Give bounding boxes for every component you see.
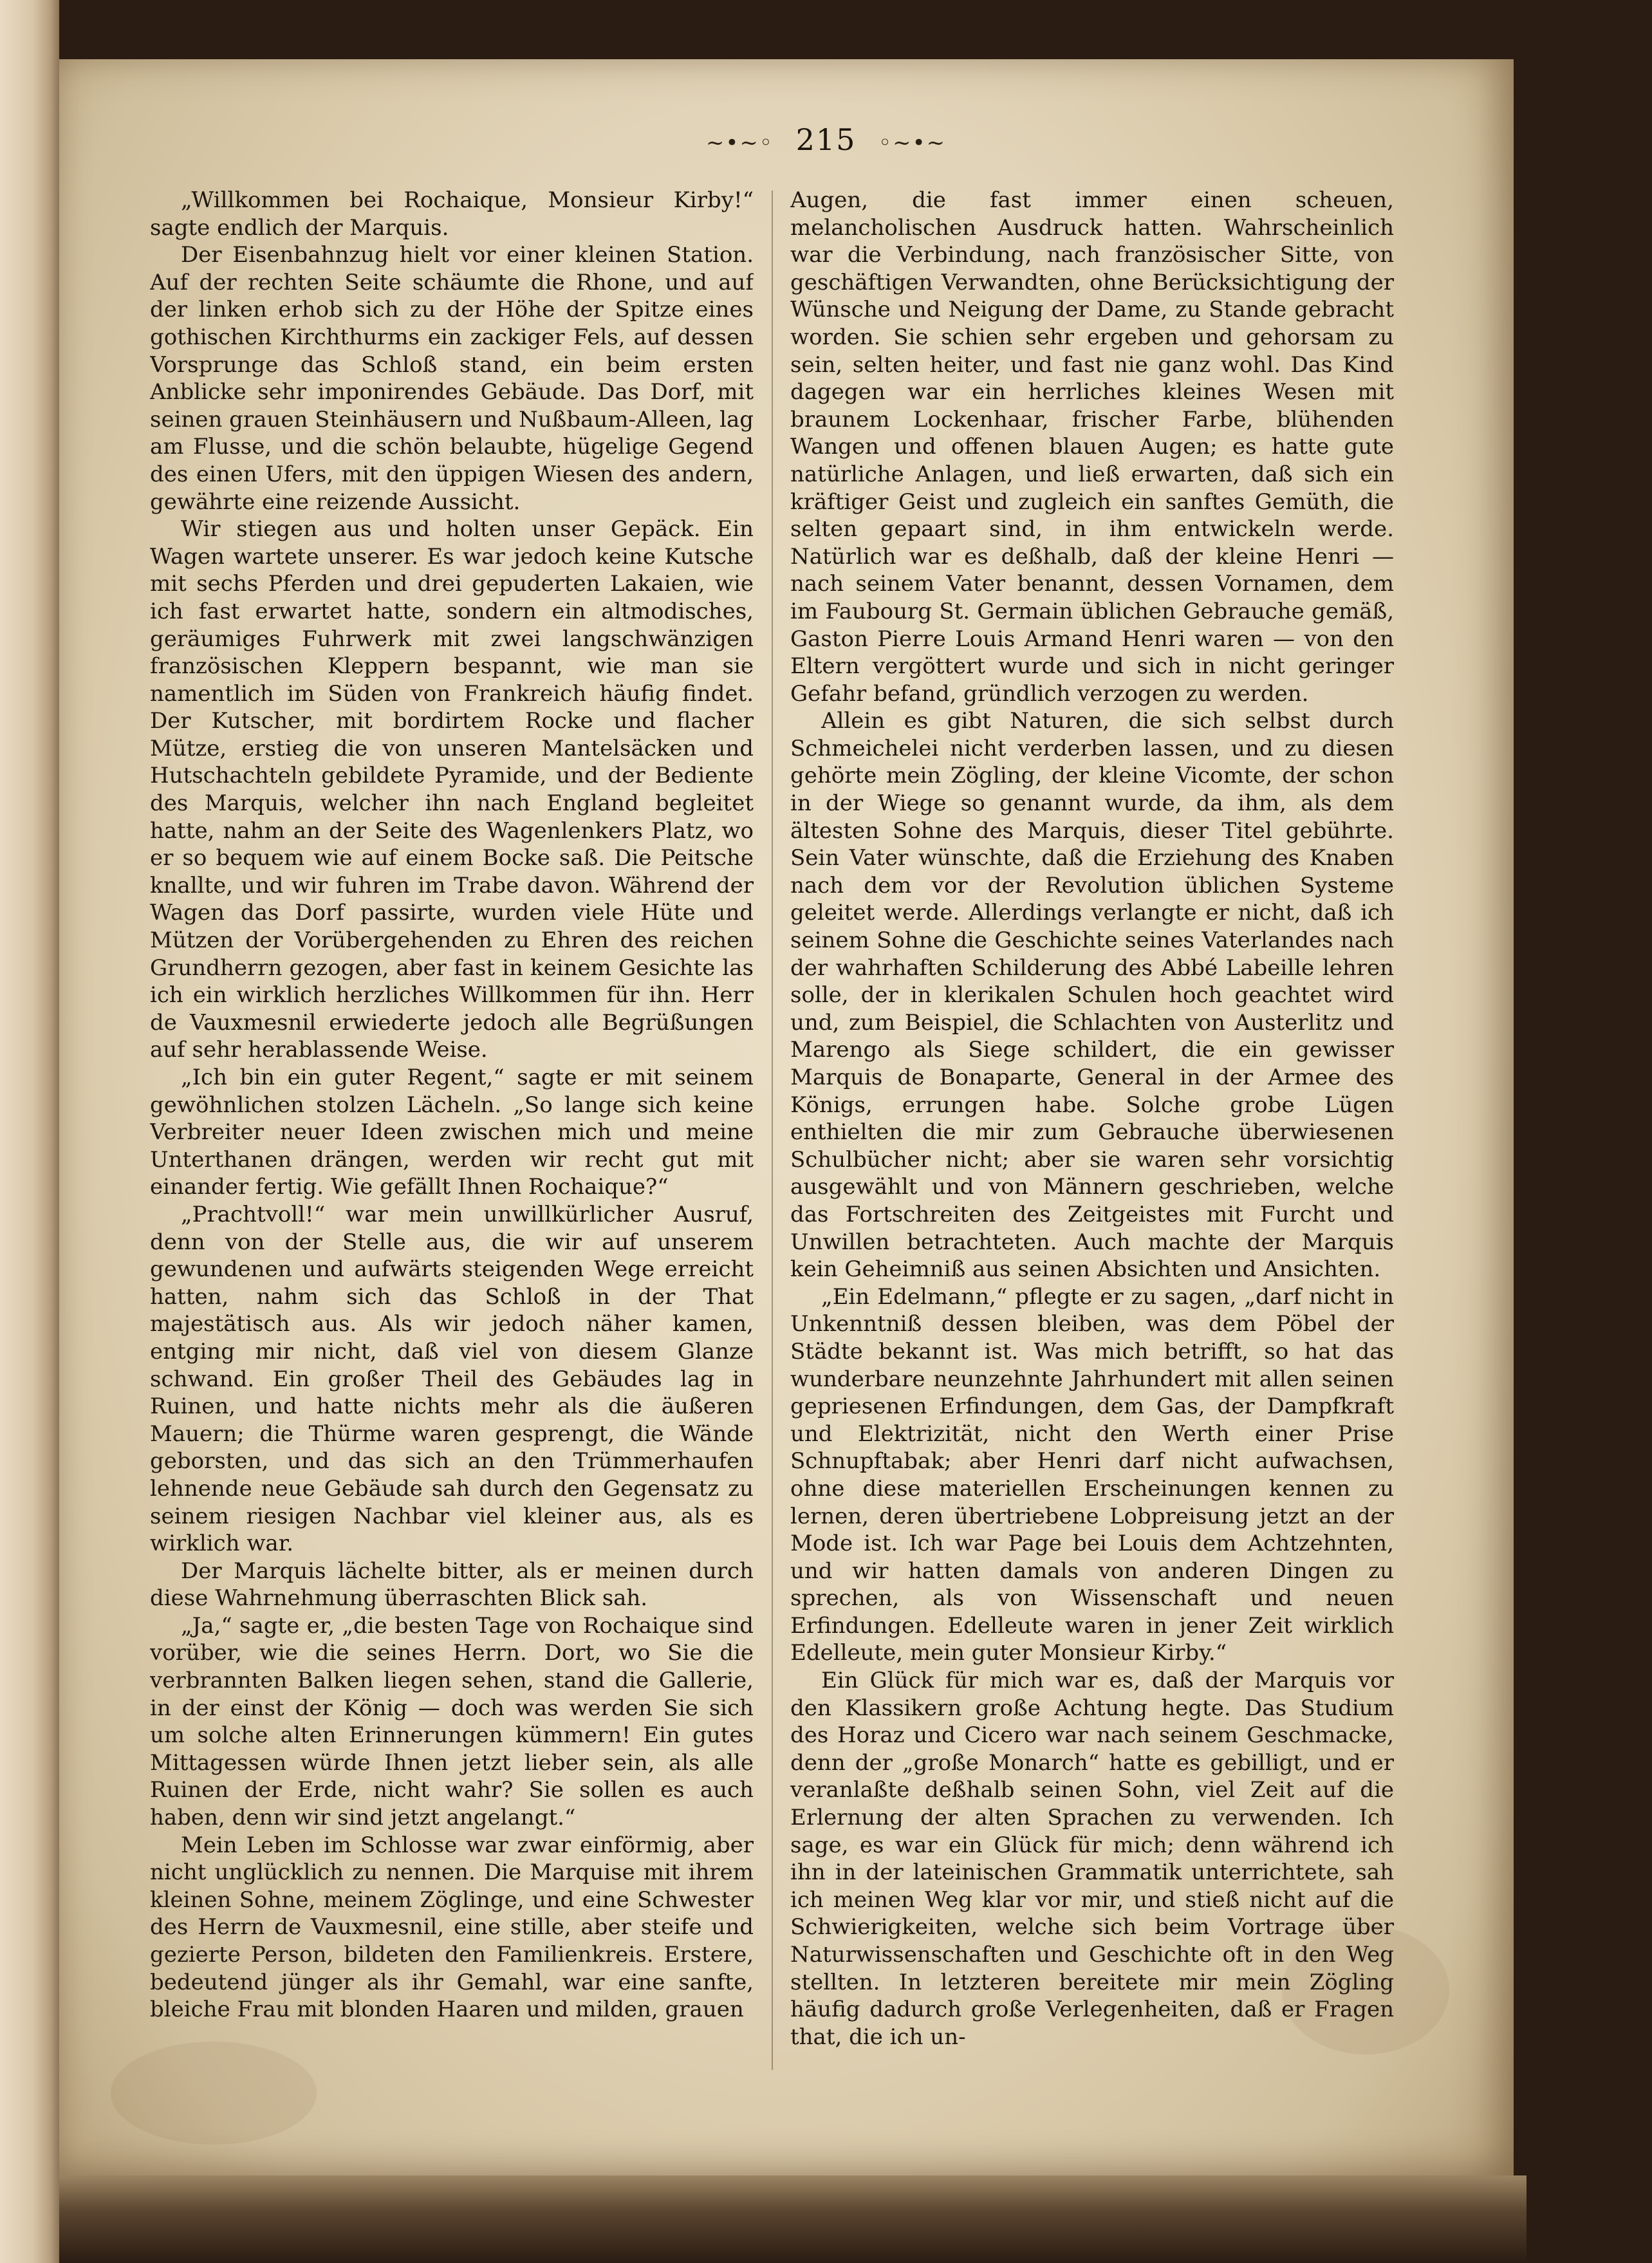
page-header bbox=[0, 122, 1652, 157]
page-edge bbox=[59, 2175, 1527, 2263]
paragraph: „Prachtvoll!“ war mein unwillkürlicher Ausruf, denn von der Stelle aus, die wir auf unserem gewundenen und aufwärts steigenden Wege erreicht hatten, nahm sich das Schloß in der That majestätisch aus. Als wir jedoch näher kamen, entging mir nicht, daß viel von diesem Glanze schwand. Ein großer Theil des Gebäudes lag in Ruinen, und hatte nichts mehr als die äußeren Mauern; die Thürme waren gesprengt, die Wände geborsten, und das sich an den Trümmerhaufen lehnende neue Gebäude sah durch den Gegensatz zu seinem riesigen Nachbar viel kleiner aus, als es wirklich war. bbox=[150, 1201, 754, 1557]
ornament-left-icon: ~•~◦ bbox=[705, 130, 774, 156]
paragraph: Ein Glück für mich war es, daß der Marquis vor den Klassikern große Achtung hegte. Das Studium des Horaz und Cicero war nach seinem Geschmacke, denn der „große Monarch“ hatte es gebilligt, und er veranlaßte deßhalb seinen Sohn, viel Zeit auf die Erlernung der alten Sprachen zu verwenden. Ich sage, es war ein Glück für mich; denn während ich ihn in der lateinischen Grammatik unterrichtete, sah ich meinen Weg klar vor mir, und stieß nicht auf die Schwierigkeiten, welche sich beim Vortrage über Naturwissenschaften und Geschichte oft in den Weg stellten. In letzteren bereitete mir mein Zögling häufig dadurch große Verlegenheiten, daß er Fragen that, die ich un- bbox=[790, 1668, 1394, 2050]
paragraph: Der Marquis lächelte bitter, als er meinen durch diese Wahrnehmung überraschten Blick sah. bbox=[150, 1558, 754, 1612]
ornament-right-icon: ◦~•~ bbox=[878, 130, 947, 156]
paragraph: „Willkommen bei Rochaique, Monsieur Kirby!“ sagte endlich der Marquis. bbox=[150, 187, 754, 241]
paragraph: „Ich bin ein guter Regent,“ sagte er mit seinem gewöhnlichen stolzen Lächeln. „So lange sich keine Verbreiter neuer Ideen zwischen mich und meine Unterthanen drängen, werden wir recht gut mit einander fertig. Wie gefällt Ihnen Rochaique?“ bbox=[150, 1065, 754, 1200]
page-number: 215 bbox=[795, 122, 857, 157]
paragraph: „Ja,“ sagte er, „die besten Tage von Rochaique sind vorüber, wie die seines Herrn. Dort, wo Sie die verbrannten Balken liegen sehen, stand die Gallerie, in der einst der König — doch was werden Sie sich um solche alten Erinnerungen kümmern! Ein gutes Mittagessen würde Ihnen jetzt lieber sein, als alle Ruinen der Erde, nicht wahr? Sie sollen es auch haben, denn wir sind jetzt angelangt.“ bbox=[150, 1612, 754, 1831]
column-rule bbox=[772, 191, 773, 2070]
text-column-right bbox=[790, 187, 1394, 2079]
paragraph: Allein es gibt Naturen, die sich selbst durch Schmeichelei nicht verderben lassen, und zu diesen gehörte mein Zögling, der kleine Vicomte, der schon in der Wiege so genannt wurde, da ihm, als dem ältesten Sohne des Marquis, dieser Titel gebührte. Sein Vater wünschte, daß die Erziehung des Knaben nach dem vor der Revolution üblichen Systeme geleitet werde. Allerdings verlangte er nicht, daß ich seinem Sohne die Geschichte seines Vaterlandes nach der wahrhaften Schilderung des Abbé Labeille lehren solle, der in klerikalen Schulen hoch geachtet wird und, zum Beispiel, die Schlachten von Austerlitz und Marengo als Siege schildert, die ein gewisser Marquis de Bonaparte, General in der Armee des Königs, errungen habe. Solche grobe Lügen enthielten die mir zum Gebrauche überwiesenen Schulbücher nicht; aber sie waren sehr vorsichtig ausgewählt und von Männern geschrieben, welche das Fortschreiten des Zeitgeistes mit Furcht und Unwillen betrachteten. Auch machte der Marquis kein Geheimniß aus seinen Absichten und Ansichten. bbox=[790, 708, 1394, 1283]
paragraph: „Ein Edelmann,“ pflegte er zu sagen, „darf nicht in Unkenntniß dessen bleiben, was dem Pöbel der Städte bekannt ist. Was mich betrifft, so hat das wunderbare neunzehnte Jahrhundert mit allen seinen gepriesenen Erfindungen, dem Gas, der Dampfkraft und Elektrizität, nicht den Werth einer Prise Schnupftabak; aber Henri darf nicht aufwachsen, ohne diese materiellen Erscheinungen kennen zu lernen, deren übertriebene Lobpreisung jetzt an der Mode ist. Ich war Page bei Louis dem Achtzehnten, und wir hatten damals von anderen Dingen zu sprechen, als von Wissenschaft und neuen Erfindungen. Edelleute waren in jener Zeit wirklich Edelleute, mein guter Monsieur Kirby.“ bbox=[790, 1283, 1394, 1666]
paragraph: Wir stiegen aus und holten unser Gepäck. Ein Wagen wartete unserer. Es war jedoch keine Kutsche mit sechs Pferden und drei gepuderten Lakaien, wie ich fast erwartet hatte, sondern ein altmodisches, geräumiges Fuhrwerk mit zwei langschwänzigen französischen Kleppern bespannt, wie man sie namentlich im Süden von Frankreich häufig findet. Der Kutscher, mit bordirtem Rocke und flacher Mütze, erstieg die von unseren Mantelsäcken und Hutschachteln gebildete Pyramide, und der Bediente des Marquis, welcher ihn nach England begleitet hatte, nahm an der Seite des Wagenlenkers Platz, wo er so bequem wie auf einem Bocke saß. Die Peitsche knallte, und wir fuhren im Trabe davon. Während der Wagen das Dorf passirte, wurden viele Hüte und Mützen der Vorübergehenden zu Ehren des reichen Grundherrn gezogen, aber fast in keinem Gesichte las ich ein wirklich herzliches Willkommen für ihn. Herr de Vauxmesnil erwiederte jedoch alle Begrüßungen auf sehr herablassende Weise. bbox=[150, 516, 754, 1063]
paragraph: Mein Leben im Schlosse war zwar einförmig, aber nicht unglücklich zu nennen. Die Marquise mit ihrem kleinen Sohne, meinem Zöglinge, und eine Schwester des Herrn de Vauxmesnil, eine stille, aber steife und gezierte Person, bildeten den Familienkreis. Erstere, bedeutend jünger als ihr Gemahl, war eine sanfte, bleiche Frau mit blonden Haaren und milden, grauen bbox=[150, 1832, 754, 2023]
paragraph: Der Eisenbahnzug hielt vor einer kleinen Station. Auf der rechten Seite schäumte die Rhone, und auf der linken erhob sich zu der Höhe der Spitze eines gothischen Kirchthurms ein zackiger Fels, auf dessen Vorsprunge das Schloß stand, ein beim ersten Anblicke sehr imponirendes Gebäude. Das Dorf, mit seinen grauen Steinhäusern und Nußbaum-Alleen, lag am Flusse, und die schön belaubte, hügelige Gegend des einen Ufers, mit den üppigen Wiesen des andern, gewährte eine reizende Aussicht. bbox=[150, 242, 754, 515]
text-column-left bbox=[150, 187, 754, 2079]
book-spine bbox=[0, 0, 59, 2263]
paragraph: Augen, die fast immer einen scheuen, melancholischen Ausdruck hatten. Wahrscheinlich war die Verbindung, nach französischer Sitte, von geschäftigen Verwandten, ohne Berücksichtigung der Wünsche und Neigung der Dame, zu Stande gebracht worden. Sie schien sehr ergeben und gehorsam zu sein, selten heiter, und fast nie ganz wohl. Das Kind dagegen war ein herrliches kleines Wesen mit braunem Lockenhaar, frischer Farbe, blühenden Wangen und offenen blauen Augen; es hatte gute natürliche Anlagen, und ließ erwarten, daß sich ein kräftiger Geist und zugleich ein sanftes Gemüth, die selten gepaart sind, in ihm entwickeln werde. Natürlich war es deßhalb, daß der kleine Henri — nach seinem Vater benannt, dessen Vornamen, dem im Faubourg St. Germain üblichen Gebrauche gemäß, Gaston Pierre Louis Armand Henri waren — von den Eltern vergöttert wurde und sich in nicht geringer Gefahr befand, gründlich verzogen zu werden. bbox=[790, 187, 1394, 707]
